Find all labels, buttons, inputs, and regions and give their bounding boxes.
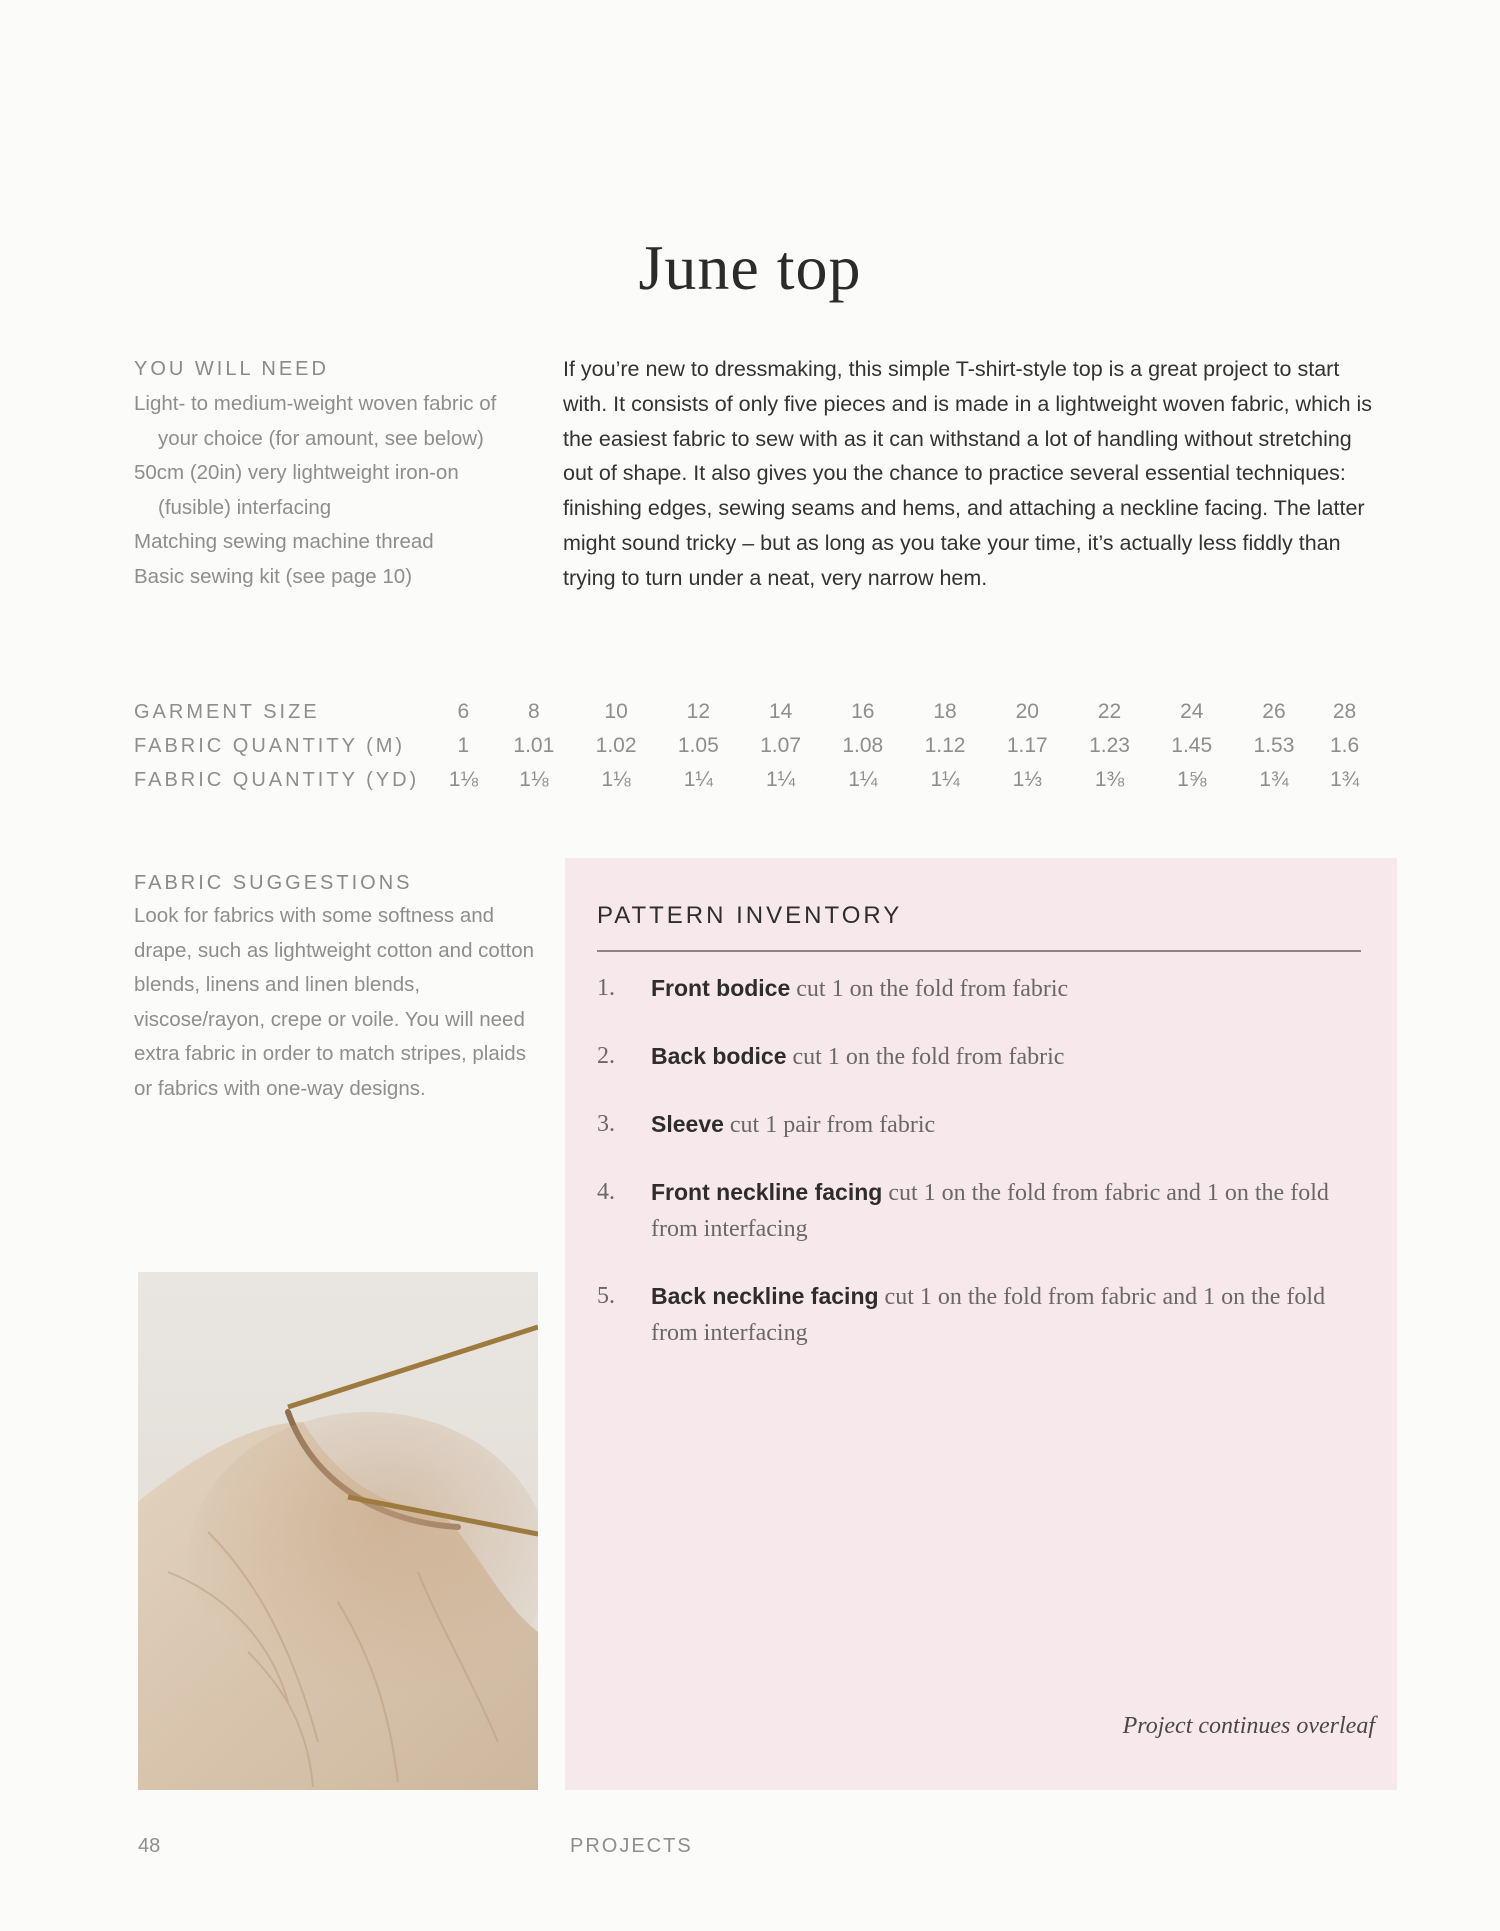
metres-cell: 1.08: [842, 734, 884, 757]
yards-cell: 1¼: [765, 768, 796, 791]
inventory-item-back-neckline-facing: [597, 1278, 1367, 1351]
inventory-item-front-bodice: [597, 970, 1367, 1007]
fabric-suggestions-section: [134, 872, 534, 1106]
yards-cell: 1¼: [848, 768, 878, 791]
page-title: June top: [638, 231, 862, 303]
continues-note: Project continues overleaf: [1122, 1713, 1375, 1739]
item-piece: Sleeve: [651, 1111, 724, 1137]
item-piece: Back bodice: [651, 1043, 787, 1069]
size-cell: 6: [457, 700, 470, 723]
size-cell: 26: [1262, 700, 1286, 723]
pattern-inventory-heading: PATTERN INVENTORY: [597, 902, 903, 929]
metres-cell: 1.12: [924, 734, 966, 757]
item-piece: Back neckline facing: [651, 1283, 879, 1309]
materials-item-fabric: Light- to medium-weight woven fabric of your choice (for amount, see below): [134, 392, 497, 450]
materials-item-interfacing: 50cm (20in) very lightweight iron-on (fusible) interfacing: [134, 461, 459, 519]
you-will-need-section: [134, 358, 534, 594]
size-cell: 10: [604, 700, 628, 723]
section-name: PROJECTS: [570, 1835, 693, 1857]
yards-cell: 1⅛: [519, 768, 549, 791]
row-label: FABRIC QUANTITY (M): [134, 734, 406, 757]
metres-cell: 1.53: [1253, 734, 1295, 757]
size-cell: 24: [1180, 700, 1204, 723]
yards-cell: 1⅝: [1177, 768, 1207, 791]
metres-cell: 1.6: [1329, 734, 1360, 757]
fabric-metres-row: [134, 729, 1374, 763]
yards-cell: 1⅓: [1012, 768, 1042, 791]
size-cell: 20: [1015, 700, 1039, 723]
size-cell: 28: [1332, 700, 1357, 723]
inventory-item-sleeve: [597, 1106, 1367, 1143]
metres-cell: 1.05: [677, 734, 719, 757]
size-cell: 18: [933, 700, 957, 723]
inventory-item-front-neckline-facing: [597, 1174, 1367, 1247]
materials-list: [134, 387, 534, 594]
yards-cell: 1¾: [1259, 768, 1289, 791]
item-piece: Front bodice: [651, 975, 791, 1001]
size-cell: 22: [1097, 700, 1122, 723]
size-table: [134, 695, 1374, 797]
fabric-shadow: [188, 1412, 538, 1712]
yards-cell: 1¼: [683, 768, 713, 791]
you-will-need-heading: YOU WILL NEED: [134, 358, 329, 380]
inventory-divider: [597, 950, 1361, 952]
size-cell: 12: [686, 700, 711, 723]
garment-on-hanger-image: [138, 1272, 538, 1790]
garment-size-row: [134, 695, 1374, 729]
yards-cell: 1¾: [1329, 768, 1360, 791]
pattern-inventory-list: [597, 970, 1367, 1382]
row-label: GARMENT SIZE: [134, 700, 320, 723]
intro-paragraph: If you’re new to dressmaking, this simple T-shirt-style top is a great project to start with. It consists of only five pieces and is made in a lightweight woven fabric, which is the easiest fabric to sew with as it can withstand a lot of handling without stretching out of shape. It also gives you the chance to practice several essential techniques: finishing edges, sewing seams and hems, and attaching a neckline facing. The latter might sound tricky – but as long as you take your time, it’s actually less fiddly than trying to turn under a neat, very narrow hem.: [563, 357, 1373, 590]
size-cell: 8: [528, 700, 540, 723]
yards-cell: 1⅜: [1094, 768, 1125, 791]
metres-cell: 1.23: [1089, 734, 1130, 757]
page-number: 48: [138, 1835, 161, 1857]
metres-cell: 1.17: [1006, 734, 1048, 757]
yards-cell: 1⅛: [601, 768, 631, 791]
item-piece: Front neckline facing: [651, 1179, 883, 1205]
item-detail: cut 1 on the fold from fabric: [796, 976, 1069, 1002]
size-cell: 14: [768, 700, 793, 723]
pattern-inventory-box: [565, 858, 1397, 1790]
materials-item-thread: Matching sewing machine thread: [134, 530, 434, 553]
item-number: 3.: [597, 1111, 615, 1137]
item-number: 4.: [597, 1179, 615, 1205]
materials-item-sewing-kit: Basic sewing kit (see page 10): [134, 564, 413, 588]
item-detail: cut 1 pair from fabric: [729, 1112, 936, 1138]
yards-cell: 1¼: [930, 768, 960, 791]
item-detail: cut 1 on the fold from fabric and 1 on the fold from interfacing: [651, 1180, 1329, 1242]
row-label: FABRIC QUANTITY (YD): [134, 768, 420, 791]
item-detail: cut 1 on the fold from fabric and 1 on the fold from interfacing: [651, 1284, 1326, 1346]
item-number: 2.: [597, 1043, 615, 1069]
hanger-wire-upper: [288, 1327, 538, 1407]
size-cell: 16: [851, 700, 875, 723]
yards-cell: 1⅛: [448, 768, 478, 791]
inventory-item-back-bodice: [597, 1038, 1367, 1075]
fabric-yards-row: [134, 763, 1374, 797]
item-number: 5.: [597, 1283, 615, 1309]
metres-cell: 1.07: [760, 734, 801, 757]
fabric-suggestions-text: Look for fabrics with some softness and drape, such as lightweight cotton and cotton blends, linens and linen blends, viscose/rayon, crepe or voile. You will need extra fabric in order to match stripes, plaids or fabrics with one-way designs.: [134, 904, 535, 1100]
item-detail: cut 1 on the fold from fabric: [792, 1044, 1065, 1070]
metres-cell: 1: [457, 734, 470, 757]
fabric-suggestions-heading: FABRIC SUGGESTIONS: [134, 872, 413, 894]
metres-cell: 1.02: [595, 734, 637, 757]
garment-photo: [138, 1272, 538, 1790]
metres-cell: 1.45: [1171, 734, 1213, 757]
item-number: 1.: [597, 975, 615, 1001]
metres-cell: 1.01: [513, 734, 555, 757]
